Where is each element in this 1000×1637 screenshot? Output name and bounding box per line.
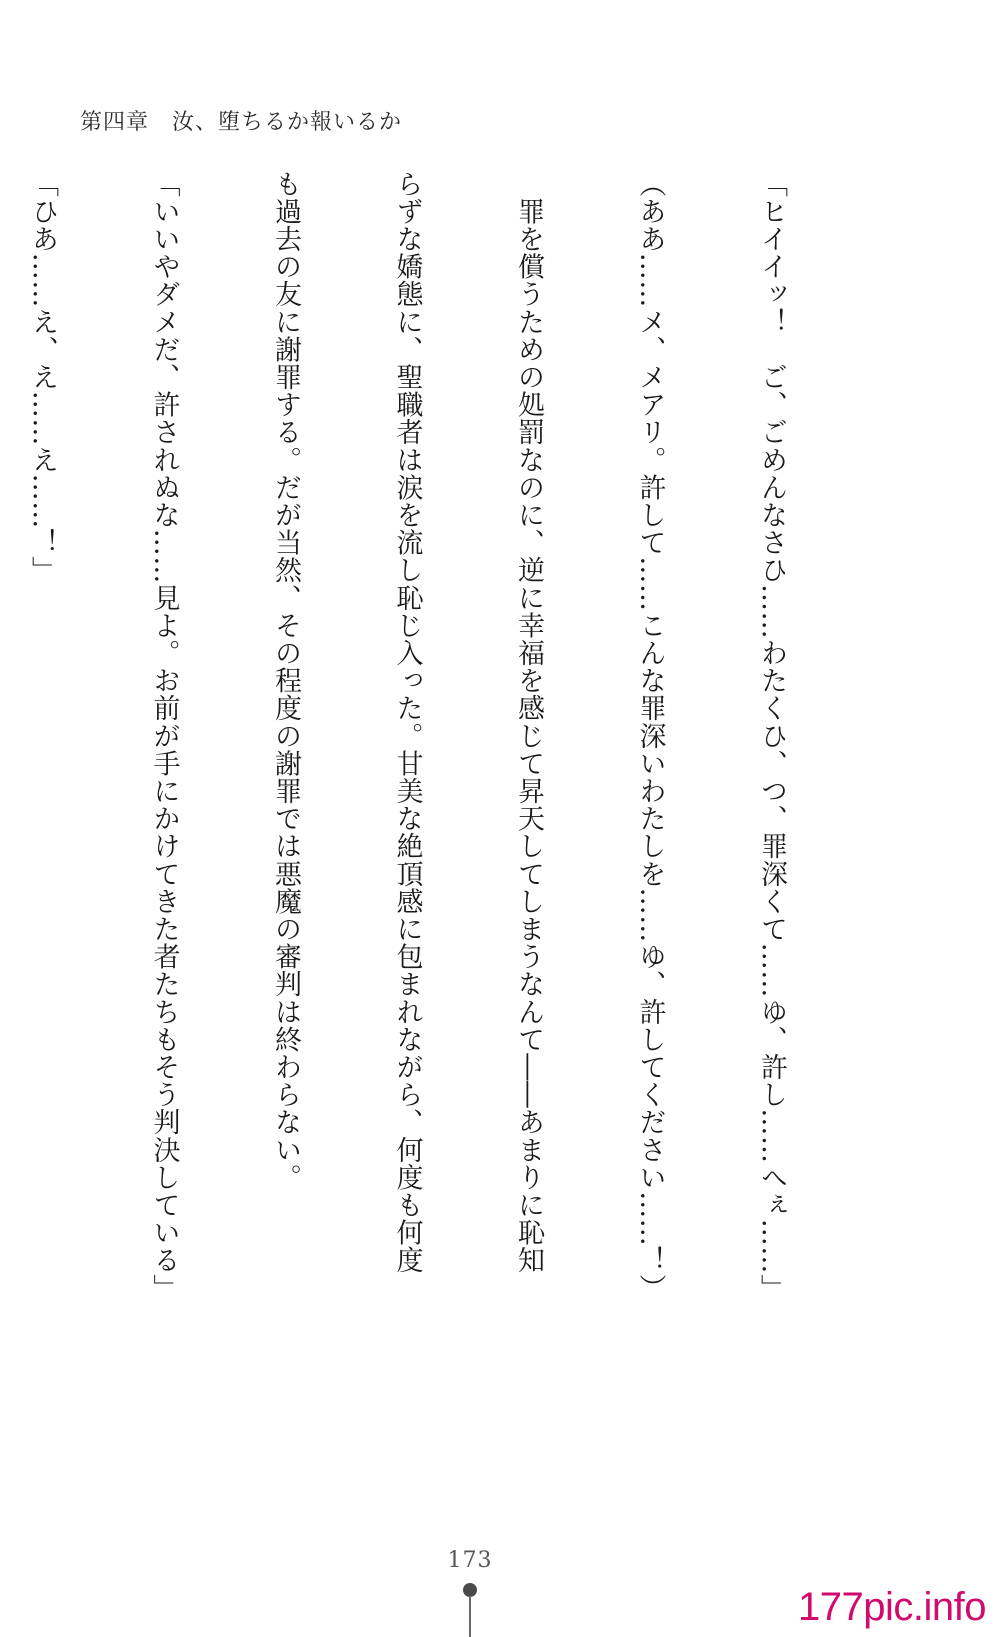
- running-head: 第四章 汝、堕ちるか報いるか: [80, 110, 403, 135]
- text-line: 罪を償うための処罰なのに、逆に幸福を感じて昇天してしまうなんて――あまりに恥知: [513, 170, 544, 1274]
- text-line: 「ひあ……え、え……え……！」: [27, 170, 58, 584]
- folio-stem-divider: [469, 1596, 471, 1637]
- text-line: らずな嬌態に、聖職者は涙を流し恥じ入った。甘美な絶頂感に包まれながら、何度も何度: [391, 170, 423, 1274]
- text-line: も過去の友に謝罪する。だが当然、その程度の謝罪では悪魔の審判は終わらない。: [270, 170, 301, 1192]
- page-number: 173: [447, 1548, 493, 1573]
- watermark: 177pic.info: [798, 1585, 986, 1629]
- text-line: （ああ……メ、メアリ。許して……こんな罪深いわたしを……ゆ、許してください……！）: [634, 170, 666, 1302]
- text-line: 「ヒイイッ！ ご、ごめんなさひ……わたくひ、つ、罪深くて……ゆ、許し……へぇ……」: [756, 170, 787, 1302]
- folio-dot-icon: [463, 1583, 477, 1597]
- body-text: [0, 170, 872, 1330]
- text-line: 「いいやダメだ、許されぬな……見よ。お前が手にかけてきた者たちもそう判決している」: [148, 170, 180, 1302]
